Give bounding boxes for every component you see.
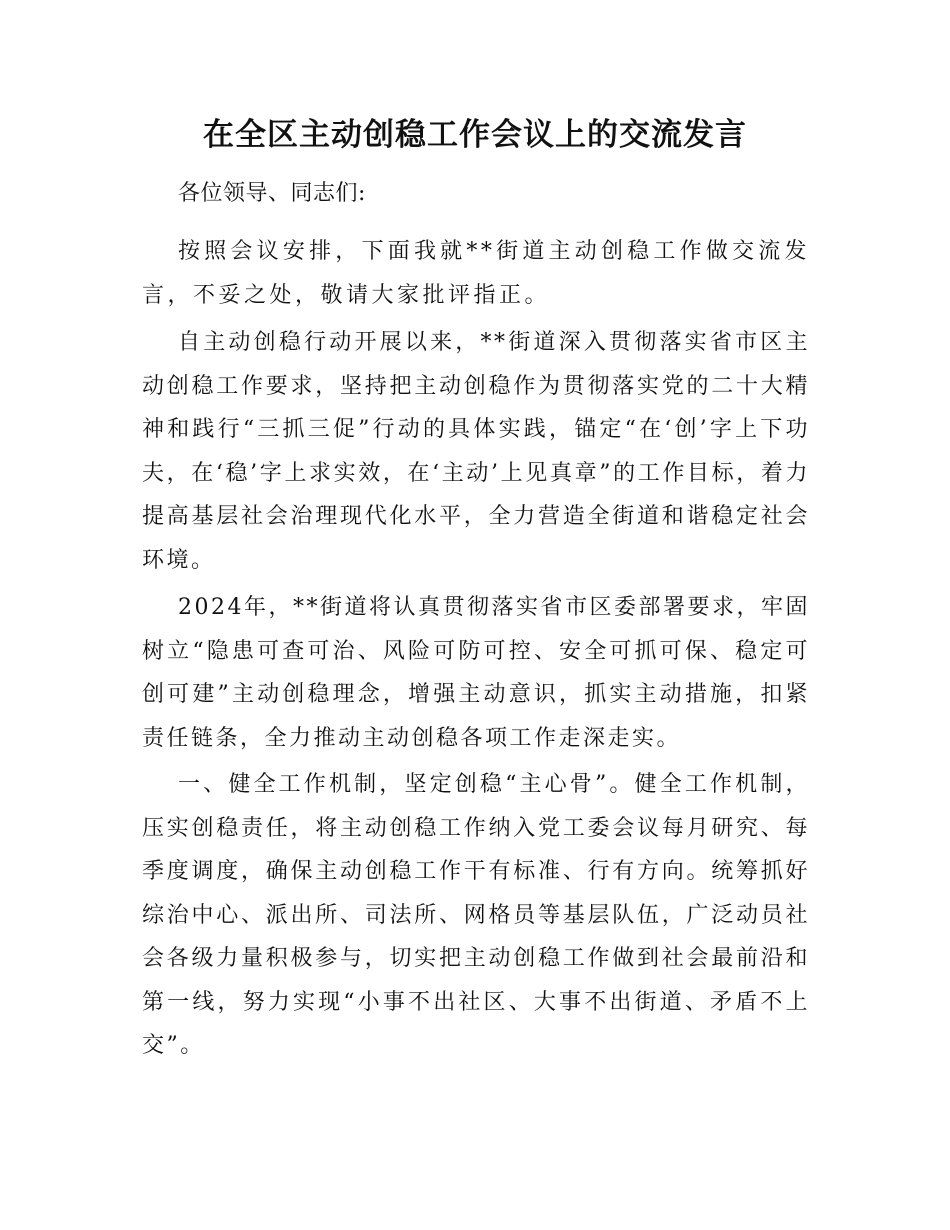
greeting-line: 各位领导、同志们: — [178, 181, 366, 206]
paragraph-background: 自主动创稳行动开展以来，**街道深入贯彻落实省市区主动创稳工作要求，坚持把主动创稳作为贯彻落实党的二十大精神和践行“三抓三促”行动的具体实践，锚定“在‘创’字上下功夫，在‘稳’字上求实效，在‘主动’上见真章”的工作目标，着力提高基层社会治理现代化水平，全力营造全街道和谐稳定社会环境。 — [142, 330, 810, 573]
paragraph-2024-plan: 2024年，**街道将认真贯彻落实省市区委部署要求，牢固树立“隐患可查可治、风险可防可控、安全可抓可保、稳定可创可建”主动创稳理念，增强主动意识，抓实主动措施，扣紧责任链条，全力推动主动创稳各项工作走深走实。 — [142, 595, 810, 751]
paragraph-section-one: 一、健全工作机制，坚定创稳“主心骨”。健全工作机制，压实创稳责任，将主动创稳工作纳入党工委会议每月研究、每季度调度，确保主动创稳工作干有标准、行有方向。统筹抓好综治中心、派出所、司法所、网格员等基层队伍，广泛动员社会各级力量积极参与，切实把主动创稳工作做到社会最前沿和第一线，努力实现“小事不出社区、大事不出街道、矛盾不上交”。 — [142, 772, 810, 1058]
paragraph-opening: 按照会议安排，下面我就**街道主动创稳工作做交流发言，不妥之处，敬请大家批评指正。 — [142, 239, 810, 308]
document-title: 在全区主动创稳工作会议上的交流发言 — [203, 117, 747, 153]
